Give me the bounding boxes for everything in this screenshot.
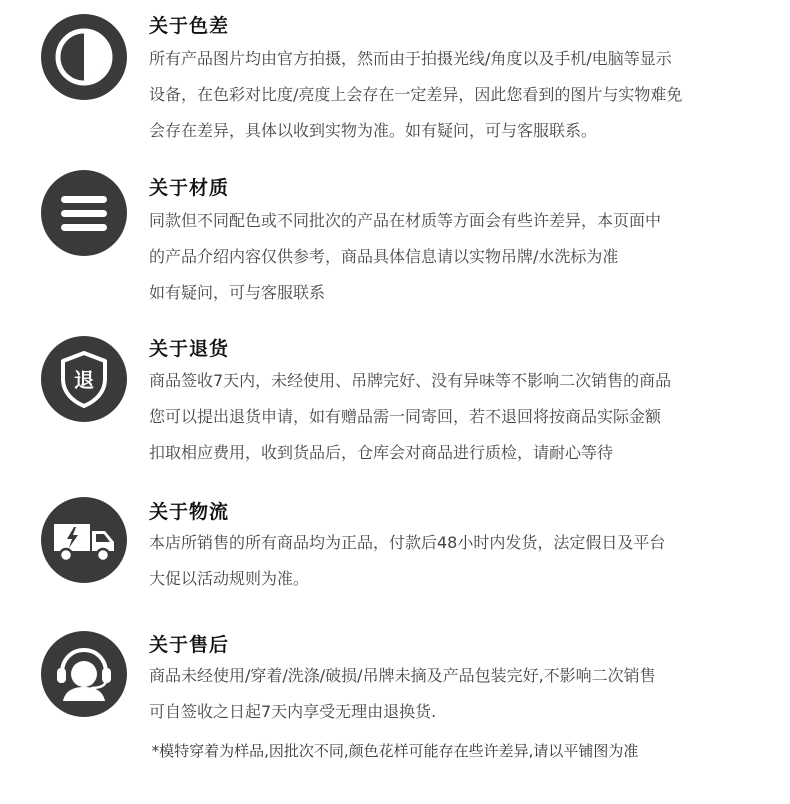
body-line: 本店所销售的所有商品均为正品，付款后48小时内发货，法定假日及平台 — [149, 533, 666, 552]
section-body — [149, 525, 665, 597]
section-title: 关于物流 — [149, 501, 230, 523]
body-line: 的产品介绍内容仅供参考，商品具体信息请以实物吊牌/水洗标为准 — [149, 247, 619, 266]
section-body — [149, 363, 671, 471]
customer-service-icon — [41, 631, 127, 717]
delivery-truck-icon — [41, 497, 127, 583]
body-line: 您可以提出退货申请，如有赠品需一同寄回，若不退回将按商品实际金额 — [149, 407, 662, 426]
shield-return-label: 退 — [74, 368, 94, 392]
shield-return-icon — [41, 336, 127, 422]
body-line: 商品未经使用/穿着/洗涤/破损/吊牌未摘及产品包装完好,不影响二次销售 — [149, 666, 656, 685]
body-line: 同款但不同配色或不同批次的产品在材质等方面会有些许差异，本页面中 — [149, 211, 662, 230]
section-title: 关于售后 — [149, 634, 230, 656]
footnote: *模特穿着为样品,因批次不同,颜色花样可能存在些许差异,请以平铺图为准 — [151, 742, 639, 760]
section-title: 关于色差 — [149, 15, 230, 37]
half-circle-icon — [41, 14, 127, 100]
body-line: 所有产品图片均由官方拍摄，然而由于拍摄光线/角度以及手机/电脑等显示 — [149, 49, 672, 68]
section-body — [149, 203, 661, 311]
body-line: 商品签收7天内，未经使用、吊牌完好、没有异味等不影响二次销售的商品 — [149, 371, 672, 390]
body-line: 如有疑问，可与客服联系 — [149, 283, 326, 302]
section-body — [149, 41, 682, 149]
body-line: 大促以活动规则为准。 — [149, 569, 310, 588]
menu-lines-icon — [41, 170, 127, 256]
body-line: 可自签收之日起7天内享受无理由退换货. — [149, 702, 437, 721]
body-line: 会存在差异，具体以收到实物为准。如有疑问，可与客服联系。 — [149, 121, 598, 140]
body-line: 扣取相应费用，收到货品后，仓库会对商品进行质检，请耐心等待 — [149, 443, 614, 462]
body-line: 设备，在色彩对比度/亮度上会存在一定差异，因此您看到的图片与实物难免 — [149, 85, 683, 104]
section-body — [149, 658, 656, 730]
section-title: 关于退货 — [149, 338, 230, 360]
section-title: 关于材质 — [149, 177, 230, 199]
